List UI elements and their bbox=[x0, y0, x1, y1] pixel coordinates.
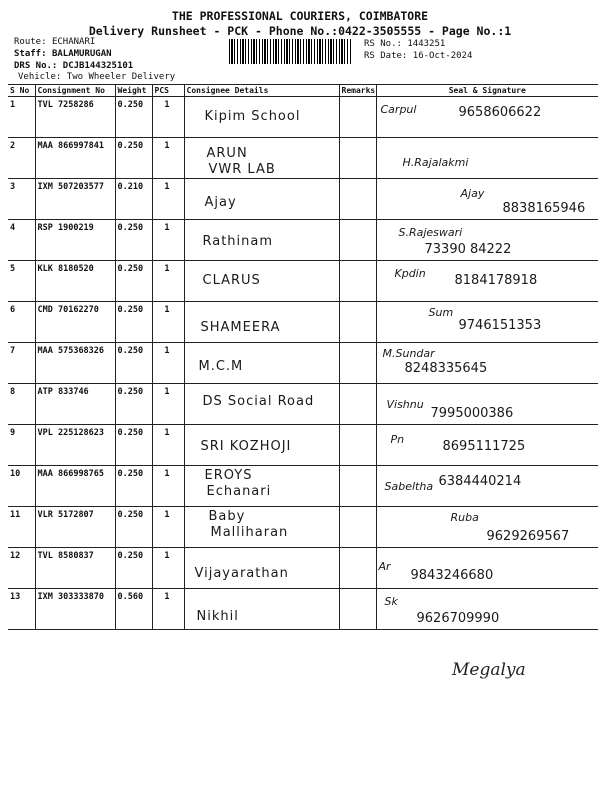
signature: Ruba bbox=[450, 511, 479, 524]
consignment-no-cell: MAA 575368326 bbox=[35, 343, 115, 384]
remarks-cell bbox=[339, 548, 376, 589]
sno-cell: 2 bbox=[8, 138, 35, 179]
drs-value: DCJB144325101 bbox=[62, 61, 134, 71]
table-row bbox=[8, 138, 598, 179]
sno-cell: 12 bbox=[8, 548, 35, 589]
weight-cell: 0.250 bbox=[115, 384, 152, 425]
table-row bbox=[8, 261, 598, 302]
sno-cell: 10 bbox=[8, 466, 35, 507]
consignee-cell bbox=[184, 548, 339, 589]
consignment-no-cell: TVL 8580837 bbox=[35, 548, 115, 589]
signature-cell bbox=[376, 302, 598, 343]
sno-cell: 1 bbox=[8, 97, 35, 138]
consignee-cell bbox=[184, 138, 339, 179]
vehicle-value: Two Wheeler Delivery bbox=[66, 72, 176, 82]
remarks-cell bbox=[339, 589, 376, 630]
sno-cell: 3 bbox=[8, 179, 35, 220]
company-title: THE PROFESSIONAL COURIERS, COIMBATORE bbox=[171, 9, 429, 23]
remarks-cell bbox=[339, 179, 376, 220]
receiver-phone: 7995000386 bbox=[430, 406, 514, 421]
consignee-name: DS Social Road bbox=[202, 394, 315, 409]
signature-cell bbox=[376, 548, 598, 589]
consignee-cell bbox=[184, 343, 339, 384]
staff-line: Staff: BALAMURUGAN bbox=[14, 49, 112, 59]
table-row bbox=[8, 97, 598, 138]
receiver-phone: 8248335645 bbox=[404, 361, 488, 376]
sno-cell: 5 bbox=[8, 261, 35, 302]
receiver-phone: 9626709990 bbox=[416, 611, 500, 626]
table-row bbox=[8, 589, 598, 630]
signature: Sk bbox=[384, 595, 398, 608]
consignment-no-cell: IXM 507203577 bbox=[35, 179, 115, 220]
consignee-name: ARUN bbox=[206, 146, 248, 161]
signature-cell bbox=[376, 343, 598, 384]
consignee-cell bbox=[184, 261, 339, 302]
consignee-name: Nikhil bbox=[196, 609, 239, 624]
consignment-no-cell: ATP 833746 bbox=[35, 384, 115, 425]
pcs-cell: 1 bbox=[152, 261, 184, 302]
route-value: ECHANARI bbox=[51, 37, 96, 47]
weight-cell: 0.250 bbox=[115, 548, 152, 589]
consignee-name: Ajay bbox=[204, 195, 237, 210]
signature: Ajay bbox=[460, 187, 485, 200]
remarks-cell bbox=[339, 343, 376, 384]
consignee-cell bbox=[184, 384, 339, 425]
signature-cell bbox=[376, 466, 598, 507]
table-header-row bbox=[8, 85, 598, 97]
signature: Sum bbox=[428, 306, 454, 319]
pcs-cell: 1 bbox=[152, 507, 184, 548]
consignment-no-cell: CMD 70162270 bbox=[35, 302, 115, 343]
sno-cell: 13 bbox=[8, 589, 35, 630]
table-row bbox=[8, 548, 598, 589]
consignment-no-cell: VPL 225128623 bbox=[35, 425, 115, 466]
signature: Kpdin bbox=[394, 267, 426, 280]
weight-cell: 0.250 bbox=[115, 97, 152, 138]
consignee-cell bbox=[184, 179, 339, 220]
table-row bbox=[8, 302, 598, 343]
sno-cell: 7 bbox=[8, 343, 35, 384]
sno-cell: 9 bbox=[8, 425, 35, 466]
table-row bbox=[8, 425, 598, 466]
table-row bbox=[8, 220, 598, 261]
col-header-sno: S No bbox=[8, 85, 35, 97]
pcs-cell: 1 bbox=[152, 548, 184, 589]
weight-cell: 0.210 bbox=[115, 179, 152, 220]
weight-cell: 0.250 bbox=[115, 507, 152, 548]
consignment-no-cell: MAA 866997841 bbox=[35, 138, 115, 179]
remarks-cell bbox=[339, 97, 376, 138]
weight-cell: 0.250 bbox=[115, 425, 152, 466]
signature-cell bbox=[376, 507, 598, 548]
receiver-phone: 9629269567 bbox=[486, 529, 570, 544]
signature: Carpul bbox=[380, 103, 417, 116]
pcs-cell: 1 bbox=[152, 466, 184, 507]
consignee-cell bbox=[184, 466, 339, 507]
signature-cell bbox=[376, 220, 598, 261]
consignee-cell bbox=[184, 507, 339, 548]
remarks-cell bbox=[339, 384, 376, 425]
consignment-no-cell: IXM 303333870 bbox=[35, 589, 115, 630]
receiver-phone: 9658606622 bbox=[458, 105, 542, 120]
weight-cell: 0.250 bbox=[115, 138, 152, 179]
pcs-cell: 1 bbox=[152, 220, 184, 261]
consignee-name-line2: Malliharan bbox=[210, 525, 289, 540]
remarks-cell bbox=[339, 425, 376, 466]
rs-no-value: 1443251 bbox=[407, 39, 446, 49]
remarks-cell bbox=[339, 466, 376, 507]
sno-cell: 11 bbox=[8, 507, 35, 548]
consignment-no-cell: MAA 866998765 bbox=[35, 466, 115, 507]
consignee-cell bbox=[184, 97, 339, 138]
runsheet-table bbox=[8, 84, 598, 630]
table-row bbox=[8, 179, 598, 220]
receiver-phone: 9746151353 bbox=[458, 318, 542, 333]
final-signature: Megalya bbox=[452, 660, 526, 680]
col-header-weight: Weight bbox=[115, 85, 152, 97]
receiver-phone: 8184178918 bbox=[454, 273, 538, 288]
staff-value: BALAMURUGAN bbox=[51, 49, 112, 59]
signature: Pn bbox=[390, 433, 405, 446]
signature-cell bbox=[376, 97, 598, 138]
signature: M.Sundar bbox=[382, 347, 435, 360]
pcs-cell: 1 bbox=[152, 302, 184, 343]
table-row bbox=[8, 466, 598, 507]
rs-date-value: 16-Oct-2024 bbox=[412, 51, 473, 61]
receiver-phone: 73390 84222 bbox=[424, 242, 512, 257]
consignee-cell bbox=[184, 425, 339, 466]
vehicle-line: Vehicle: Two Wheeler Delivery bbox=[18, 72, 176, 82]
table-row bbox=[8, 507, 598, 548]
col-header-consignee: Consignee Details bbox=[184, 85, 339, 97]
weight-cell: 0.250 bbox=[115, 343, 152, 384]
consignee-cell bbox=[184, 302, 339, 343]
signature-cell bbox=[376, 179, 598, 220]
table-body bbox=[8, 97, 598, 630]
col-header-signature: Seal & Signature bbox=[376, 85, 598, 97]
consignee-name: Baby bbox=[208, 509, 246, 524]
rs-no-line: RS No.: 1443251 bbox=[364, 39, 446, 49]
signature: Ar bbox=[378, 560, 391, 573]
signature-cell bbox=[376, 425, 598, 466]
receiver-phone: 8695111725 bbox=[442, 439, 526, 454]
pcs-cell: 1 bbox=[152, 343, 184, 384]
col-header-pcs: PCS bbox=[152, 85, 184, 97]
consignee-cell bbox=[184, 220, 339, 261]
sno-cell: 8 bbox=[8, 384, 35, 425]
consignment-no-cell: VLR 5172807 bbox=[35, 507, 115, 548]
signature-cell bbox=[376, 589, 598, 630]
consignment-no-cell: RSP 1900219 bbox=[35, 220, 115, 261]
pcs-cell: 1 bbox=[152, 138, 184, 179]
weight-cell: 0.250 bbox=[115, 261, 152, 302]
consignee-name: Rathinam bbox=[202, 234, 274, 249]
weight-cell: 0.560 bbox=[115, 589, 152, 630]
remarks-cell bbox=[339, 261, 376, 302]
consignee-name: EROYS bbox=[204, 468, 253, 483]
receiver-phone: 9843246680 bbox=[410, 568, 494, 583]
consignee-name-line2: VWR LAB bbox=[208, 162, 276, 177]
signature: S.Rajeswari bbox=[398, 226, 463, 239]
col-header-remarks: Remarks bbox=[339, 85, 376, 97]
consignee-name: CLARUS bbox=[202, 273, 261, 288]
rs-date-line: RS Date: 16-Oct-2024 bbox=[364, 51, 473, 61]
consignee-cell bbox=[184, 589, 339, 630]
col-header-consignment: Consignment No bbox=[35, 85, 115, 97]
weight-cell: 0.250 bbox=[115, 220, 152, 261]
remarks-cell bbox=[339, 220, 376, 261]
barcode bbox=[229, 39, 351, 64]
consignee-name: SRI KOZHOJI bbox=[200, 439, 292, 454]
consignee-name: SHAMEERA bbox=[200, 320, 281, 335]
runsheet-subtitle: Delivery Runsheet - PCK - Phone No.:0422-3505555 - Page No.:1 bbox=[88, 24, 512, 38]
signature-cell bbox=[376, 138, 598, 179]
signature: Sabeltha bbox=[384, 480, 434, 493]
signature-cell bbox=[376, 261, 598, 302]
table-row bbox=[8, 343, 598, 384]
drs-line: DRS No.: DCJB144325101 bbox=[14, 61, 134, 71]
signature: H.Rajalakmi bbox=[402, 156, 469, 169]
table-row bbox=[8, 384, 598, 425]
signature-cell bbox=[376, 384, 598, 425]
remarks-cell bbox=[339, 507, 376, 548]
consignment-no-cell: KLK 8180520 bbox=[35, 261, 115, 302]
pcs-cell: 1 bbox=[152, 179, 184, 220]
consignee-name: Kipim School bbox=[204, 109, 301, 124]
sno-cell: 4 bbox=[8, 220, 35, 261]
remarks-cell bbox=[339, 138, 376, 179]
consignment-no-cell: TVL 7258286 bbox=[35, 97, 115, 138]
weight-cell: 0.250 bbox=[115, 302, 152, 343]
route-line: Route: ECHANARI bbox=[14, 37, 96, 47]
weight-cell: 0.250 bbox=[115, 466, 152, 507]
consignee-name-line2: Echanari bbox=[206, 484, 272, 499]
pcs-cell: 1 bbox=[152, 97, 184, 138]
receiver-phone: 8838165946 bbox=[502, 201, 586, 216]
consignee-name: Vijayarathan bbox=[194, 566, 289, 581]
pcs-cell: 1 bbox=[152, 589, 184, 630]
remarks-cell bbox=[339, 302, 376, 343]
pcs-cell: 1 bbox=[152, 425, 184, 466]
receiver-phone: 6384440214 bbox=[438, 474, 522, 489]
signature: Vishnu bbox=[386, 398, 424, 411]
sno-cell: 6 bbox=[8, 302, 35, 343]
consignee-name: M.C.M bbox=[198, 359, 244, 374]
pcs-cell: 1 bbox=[152, 384, 184, 425]
